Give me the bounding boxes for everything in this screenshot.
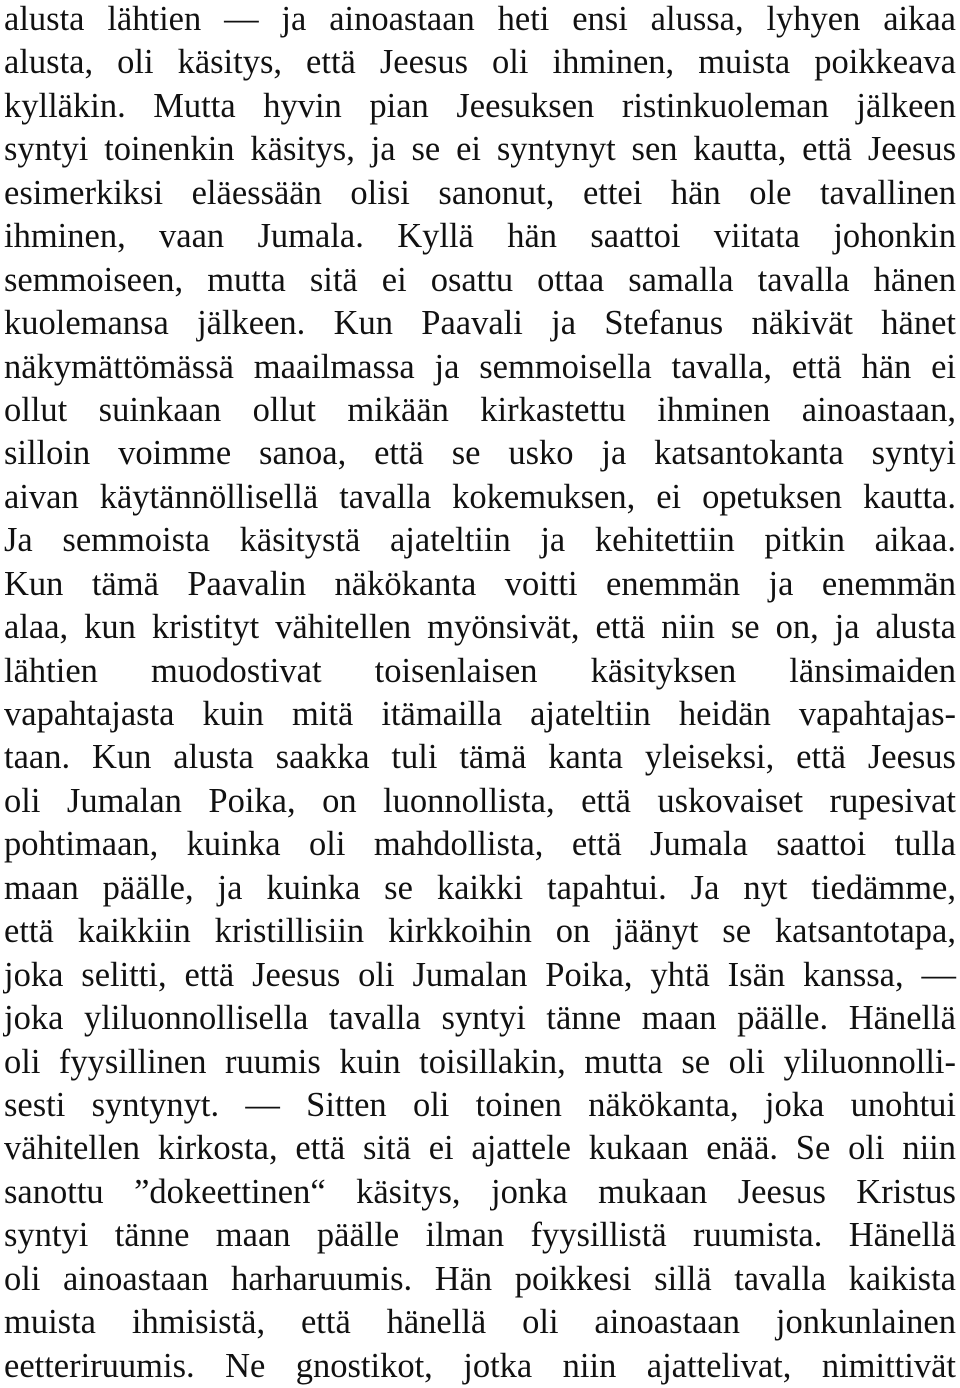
text-line: lähtien muodostivat toisenlaisen käsityksen länsimaiden xyxy=(4,651,956,690)
text-line: että kaikkiin kristillisiin kirkkoihin on jäänyt se katsantotapa, xyxy=(4,912,956,951)
text-line: oli fyysillinen ruumis kuin toisillakin, mutta se oli yliluonnolli- xyxy=(4,1042,956,1081)
document-page xyxy=(4,0,956,1388)
text-line: aivan käytännöllisellä tavalla kokemuksen, ei opetuksen kautta. xyxy=(4,477,956,516)
text-line: alusta, oli käsitys, että Jeesus oli ihminen, muista poikkeava xyxy=(4,43,956,82)
text-line: kuolemansa jälkeen. Kun Paavali ja Stefanus näkivät hänet xyxy=(4,304,956,343)
text-line: eetteriruumis. Ne gnostikot, jotka niin ajattelivat, nimittivät xyxy=(4,1346,956,1385)
text-line: muista ihmisistä, että hänellä oli ainoastaan jonkunlainen xyxy=(4,1303,956,1342)
text-line: maan päälle, ja kuinka se kaikki tapahtui. Ja nyt tiedämme, xyxy=(4,868,956,907)
text-line: joka selitti, että Jeesus oli Jumalan Poika, yhtä Isän kanssa, — xyxy=(4,955,956,994)
text-line: kylläkin. Mutta hyvin pian Jeesuksen ristinkuoleman jälkeen xyxy=(4,86,956,125)
text-line: ihminen, vaan Jumala. Kyllä hän saattoi viitata johonkin xyxy=(4,217,956,256)
text-line: oli ainoastaan harharuumis. Hän poikkesi sillä tavalla kaikista xyxy=(4,1259,956,1298)
text-line: taan. Kun alusta saakka tuli tämä kanta yleiseksi, että Jeesus xyxy=(4,738,956,777)
text-line: alaa, kun kristityt vähitellen myönsivät, että niin se on, ja alusta xyxy=(4,608,956,647)
text-line: syntyi tänne maan päälle ilman fyysillistä ruumista. Hänellä xyxy=(4,1216,956,1255)
text-line: syntyi toinenkin käsitys, ja se ei syntynyt sen kautta, että Jeesus xyxy=(4,130,956,169)
text-line: pohtimaan, kuinka oli mahdollista, että Jumala saattoi tulla xyxy=(4,825,956,864)
text-line: joka yliluonnollisella tavalla syntyi tänne maan päälle. Hänellä xyxy=(4,999,956,1038)
text-line: näkymättömässä maailmassa ja semmoisella tavalla, että hän ei xyxy=(4,347,956,386)
text-line: silloin voimme sanoa, että se usko ja katsantokanta syntyi xyxy=(4,434,956,473)
text-line: semmoiseen, mutta sitä ei osattu ottaa samalla tavalla hänen xyxy=(4,260,956,299)
text-line: vähitellen kirkosta, että sitä ei ajattele kukaan enää. Se oli niin xyxy=(4,1129,956,1168)
text-line: Ja semmoista käsitystä ajateltiin ja kehitettiin pitkin aikaa. xyxy=(4,521,956,560)
text-line: alusta lähtien — ja ainoastaan heti ensi alussa, lyhyen aikaa xyxy=(4,0,956,38)
text-line: Kun tämä Paavalin näkökanta voitti enemmän ja enemmän xyxy=(4,564,956,603)
text-line: sanottu ”dokeettinen“ käsitys, jonka mukaan Jeesus Kristus xyxy=(4,1172,956,1211)
text-line: vapahtajasta kuin mitä itämailla ajateltiin heidän vapahtajas- xyxy=(4,695,956,733)
text-line: esimerkiksi eläessään olisi sanonut, ettei hän ole tavallinen xyxy=(4,173,956,212)
text-line: oli Jumalan Poika, on luonnollista, että uskovaiset rupesivat xyxy=(4,781,956,820)
text-line: ollut suinkaan ollut mikään kirkastettu ihminen ainoastaan, xyxy=(4,390,956,429)
text-line: sesti syntynyt. — Sitten oli toinen näkökanta, joka unohtui xyxy=(4,1085,956,1124)
